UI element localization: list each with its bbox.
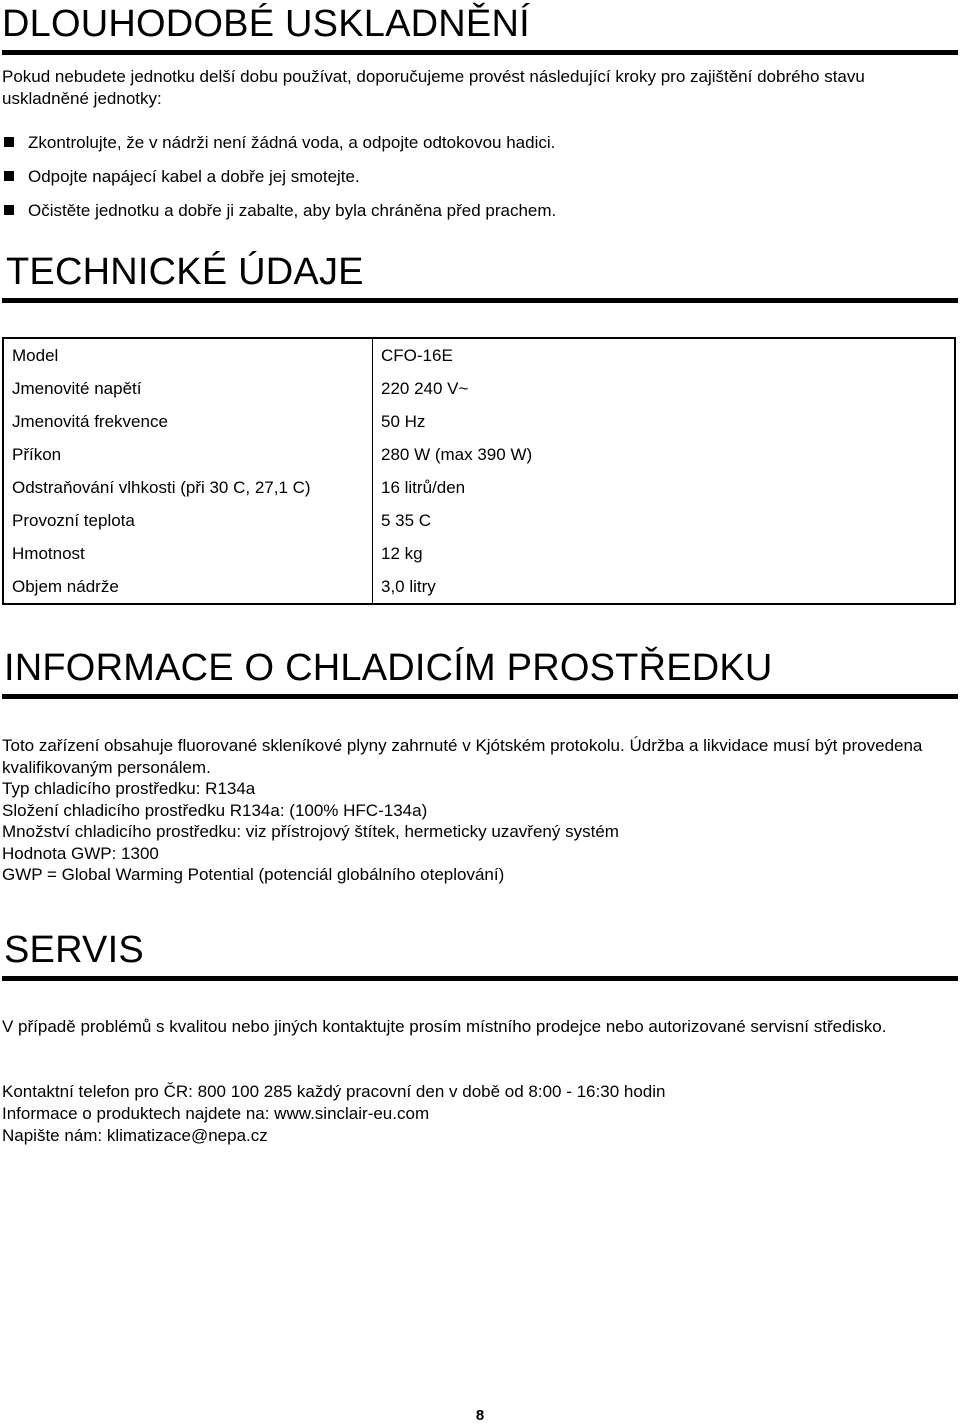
storage-heading: DLOUHODOBÉ USKLADNĚNÍ <box>2 3 530 45</box>
spec-value: 220 240 V~ <box>381 378 469 398</box>
spec-label: Příkon <box>3 438 373 471</box>
service-section <box>2 928 958 981</box>
table-row <box>3 372 955 405</box>
square-bullet-icon <box>4 205 14 215</box>
square-bullet-icon <box>4 171 14 181</box>
heading-rule <box>2 298 958 303</box>
storage-section <box>2 0 958 55</box>
refrigerant-line: Typ chladicího prostředku: R134a <box>2 779 256 798</box>
refrigerant-section <box>2 646 958 699</box>
table-row <box>3 471 955 504</box>
spec-label: Objem nádrže <box>3 570 373 604</box>
contact-phone: Kontaktní telefon pro ČR: 800 100 285 každý pracovní den v době od 8:00 - 16:30 hodin <box>2 1082 666 1101</box>
storage-step <box>2 126 952 160</box>
table-row <box>3 537 955 570</box>
spec-label: Jmenovité napětí <box>3 372 373 405</box>
square-bullet-icon <box>4 137 14 147</box>
spec-value: 50 Hz <box>381 411 426 431</box>
contact-website: Informace o produktech najdete na: www.sinclair-eu.com <box>2 1104 430 1123</box>
specs-heading: TECHNICKÉ ÚDAJE <box>6 251 364 293</box>
storage-step-text: Odpojte napájecí kabel a dobře jej smotejte. <box>28 167 360 186</box>
spec-value: 12 kg <box>381 543 423 563</box>
refrigerant-heading: INFORMACE O CHLADICÍM PROSTŘEDKU <box>4 647 773 689</box>
table-row <box>3 338 955 372</box>
table-row <box>3 570 955 604</box>
refrigerant-line: Složení chladicího prostředku R134a: (100% HFC-134a) <box>2 800 428 820</box>
spec-label: Odstraňování vlhkosti (při 30 C, 27,1 C) <box>3 471 373 504</box>
storage-intro: Pokud nebudete jednotku delší dobu používat, doporučujeme provést následující kroky pro zajištění dobrého stavu uskladněné jednotky: <box>2 67 865 108</box>
storage-steps <box>2 126 952 228</box>
spec-label: Model <box>3 338 373 372</box>
refrigerant-info <box>2 735 952 886</box>
heading-rule <box>2 50 958 55</box>
spec-label: Hmotnost <box>3 537 373 570</box>
contact-info <box>2 1081 952 1147</box>
contact-email: Napište nám: klimatizace@nepa.cz <box>2 1126 268 1145</box>
specs-table <box>2 337 956 605</box>
heading-rule <box>2 694 958 699</box>
refrigerant-line: GWP = Global Warming Potential (potenciál globálního oteplování) <box>2 865 505 884</box>
storage-step-text: Zkontrolujte, že v nádrži není žádná voda, a odpojte odtokovou hadici. <box>28 133 556 152</box>
table-row <box>3 504 955 537</box>
refrigerant-line: Toto zařízení obsahuje fluorované skleníkové plyny zahrnuté v Kjótském protokolu. Údržba a likvidace musí být provedena kvalifikovaným personálem. <box>2 736 923 777</box>
service-text: V případě problémů s kvalitou nebo jiných kontaktujte prosím místního prodejce nebo autorizované servisní středisko. <box>2 1017 887 1036</box>
spec-value: CFO-16E <box>381 345 453 365</box>
refrigerant-line: Množství chladicího prostředku: viz přístrojový štítek, hermeticky uzavřený systém <box>2 822 619 841</box>
storage-step <box>2 194 952 228</box>
service-heading: SERVIS <box>4 929 144 971</box>
specs-section <box>2 250 958 303</box>
page-number: 8 <box>475 1407 485 1424</box>
spec-label: Provozní teplota <box>3 504 373 537</box>
spec-label: Jmenovitá frekvence <box>3 405 373 438</box>
storage-step <box>2 160 952 194</box>
spec-value: 16 litrů/den <box>381 477 466 497</box>
table-row <box>3 405 955 438</box>
table-row <box>3 438 955 471</box>
refrigerant-line: Hodnota GWP: 1300 <box>2 843 159 863</box>
spec-value: 280 W (max 390 W) <box>381 444 533 464</box>
spec-value: 3,0 litry <box>381 576 436 596</box>
storage-step-text: Očistěte jednotku a dobře ji zabalte, aby byla chráněna před prachem. <box>28 201 557 220</box>
spec-value: 5 35 C <box>381 510 432 530</box>
heading-rule <box>2 976 958 981</box>
